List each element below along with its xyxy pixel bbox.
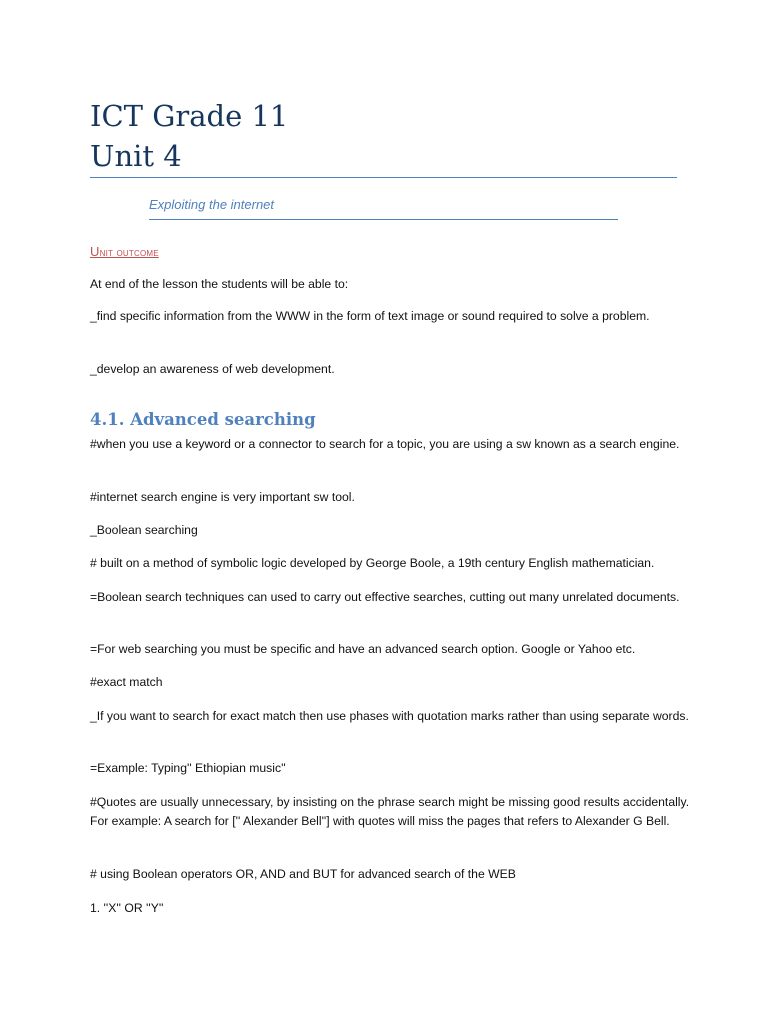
paragraph-web-searching: =For web searching you must be specific and have an advanced search option. Google or Yahoo etc.: [90, 642, 636, 656]
paragraph-search-engine-importance: #internet search engine is very important sw tool.: [90, 490, 355, 504]
unit-outcome-heading-rest: nit outcome: [99, 247, 159, 259]
unit-outcome-heading: [90, 244, 159, 259]
paragraph-quotation-marks: _If you want to search for exact match then use phases with quotation marks rather than using separate words.: [90, 709, 689, 723]
paragraph-exact-match: #exact match: [90, 675, 163, 689]
title-line-grade: ICT Grade 11: [90, 99, 289, 133]
subtitle-divider: [149, 219, 618, 220]
outcome-item-find-information: _find specific information from the WWW in the form of text image or sound required to solve a problem.: [90, 309, 650, 323]
title-divider: [90, 177, 677, 178]
outcome-item-web-development: _develop an awareness of web development.: [90, 362, 335, 376]
paragraph-boolean-searching: _Boolean searching: [90, 523, 198, 537]
paragraph-boolean-operators: # using Boolean operators OR, AND and BUT for advanced search of the WEB: [90, 867, 516, 881]
section-heading-advanced-searching: 4.1. Advanced searching: [90, 410, 316, 429]
unit-outcome-heading-initial: U: [90, 244, 100, 259]
title-line-unit: Unit 4: [90, 139, 182, 173]
list-item-x-or-y: 1. ''X'' OR ''Y'': [90, 901, 164, 915]
outcome-intro: At end of the lesson the students will be able to:: [90, 277, 349, 291]
paragraph-quotes-unnecessary: #Quotes are usually unnecessary, by insisting on the phrase search might be missing good results accidentally. For example: A search for ['' Alexander Bell''] with quotes will miss the pages that refers to Alexander G Bell.: [90, 795, 690, 828]
document-subtitle: Exploiting the internet: [149, 197, 275, 212]
paragraph-example-typing: =Example: Typing'' Ethiopian music'': [90, 761, 286, 775]
paragraph-search-engine-definition: #when you use a keyword or a connector to search for a topic, you are using a sw known as a search engine.: [90, 437, 680, 451]
paragraph-boolean-techniques: =Boolean search techniques can used to carry out effective searches, cutting out many unrelated documents.: [90, 590, 680, 604]
document-title: [90, 96, 288, 176]
paragraph-george-boole: # built on a method of symbolic logic developed by George Boole, a 19th century English mathematician.: [90, 556, 655, 570]
